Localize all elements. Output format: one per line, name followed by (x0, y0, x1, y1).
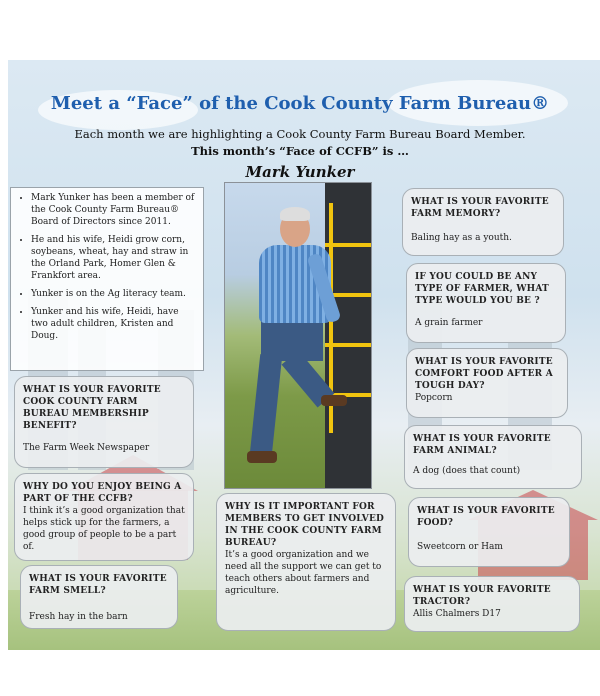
qa-card-type-farmer (406, 263, 566, 343)
subtitle: Each month we are highlighting a Cook County Farm Bureau Board Member. (74, 127, 526, 141)
qa-card-why-important (216, 493, 396, 631)
stair-step (325, 343, 371, 347)
member-name: Mark Yunker (245, 163, 355, 181)
boot (247, 451, 277, 463)
question: WHAT IS YOUR FAVORITE COOK COUNTY FARM BUREAU MEMBERSHIP BENEFIT? (23, 385, 161, 431)
bio-item: • Yunker and his wife, Heidi, have two adult children, Kristen and Doug. (31, 306, 197, 342)
qa-card-enjoy-ccfb (14, 473, 194, 561)
bio-box (10, 187, 204, 371)
question: WHY DO YOU ENJOY BEING A PART OF THE CCFB? (23, 482, 182, 504)
person-hair (280, 207, 310, 221)
question: WHY IS IT IMPORTANT FOR MEMBERS TO GET INVOLVED IN THE COOK COUNTY FARM BUREAU? (225, 502, 385, 548)
qa-card-farm-animal (404, 425, 582, 489)
question: WHAT IS YOUR FAVORITE COMFORT FOOD AFTER A TOUGH DAY? (415, 357, 553, 391)
boot (321, 395, 347, 406)
question: IF YOU COULD BE ANY TYPE OF FARMER, WHAT TYPE WOULD YOU BE ? (415, 272, 549, 306)
page-title: Meet a “Face” of the Cook County Farm Bureau® (50, 93, 550, 114)
answer: A dog (does that count) (413, 466, 521, 476)
qa-card-membership-benefit (14, 376, 194, 468)
member-photo (224, 182, 372, 489)
person-leg (250, 354, 282, 456)
answer: The Farm Week Newspaper (23, 443, 150, 453)
question: WHAT IS YOUR FAVORITE TRACTOR? (413, 585, 551, 607)
face-line: This month’s “Face of CCFB” is … (191, 144, 409, 158)
qa-card-food (408, 497, 570, 567)
qa-card-farm-smell (20, 565, 178, 629)
answer: Fresh hay in the barn (29, 612, 128, 622)
qa-card-comfort-food (406, 348, 568, 418)
person-jeans (261, 321, 323, 361)
answer: A grain farmer (415, 318, 483, 328)
question: WHAT IS YOUR FAVORITE FOOD? (417, 506, 555, 528)
qa-card-tractor (404, 576, 580, 632)
bio-list (15, 192, 197, 342)
stair-step (325, 243, 371, 247)
answer: Sweetcorn or Ham (417, 542, 503, 552)
bio-item: • Yunker is on the Ag literacy team. (31, 288, 197, 300)
answer: Popcorn (415, 393, 453, 403)
answer: I think it’s a good organization that helps stick up for the farmers, a good group of people to be a part of. (23, 506, 185, 552)
answer: It’s a good organization and we need all the support we can get to teach others about farmers and agriculture. (225, 550, 382, 596)
question: WHAT IS YOUR FAVORITE FARM ANIMAL? (413, 434, 551, 456)
question: WHAT IS YOUR FAVORITE FARM SMELL? (29, 574, 167, 596)
question: WHAT IS YOUR FAVORITE FARM MEMORY? (411, 197, 549, 219)
bio-item: • Mark Yunker has been a member of the Cook County Farm Bureau® Board of Directors since 2011. (31, 192, 197, 228)
bio-item: • He and his wife, Heidi grow corn, soybeans, wheat, hay and straw in the Orland Park, Homer Glen & Frankfort area. (31, 234, 197, 282)
answer: Allis Chalmers D17 (413, 609, 501, 619)
qa-card-farm-memory (402, 188, 564, 256)
answer: Baling hay as a youth. (411, 233, 512, 243)
